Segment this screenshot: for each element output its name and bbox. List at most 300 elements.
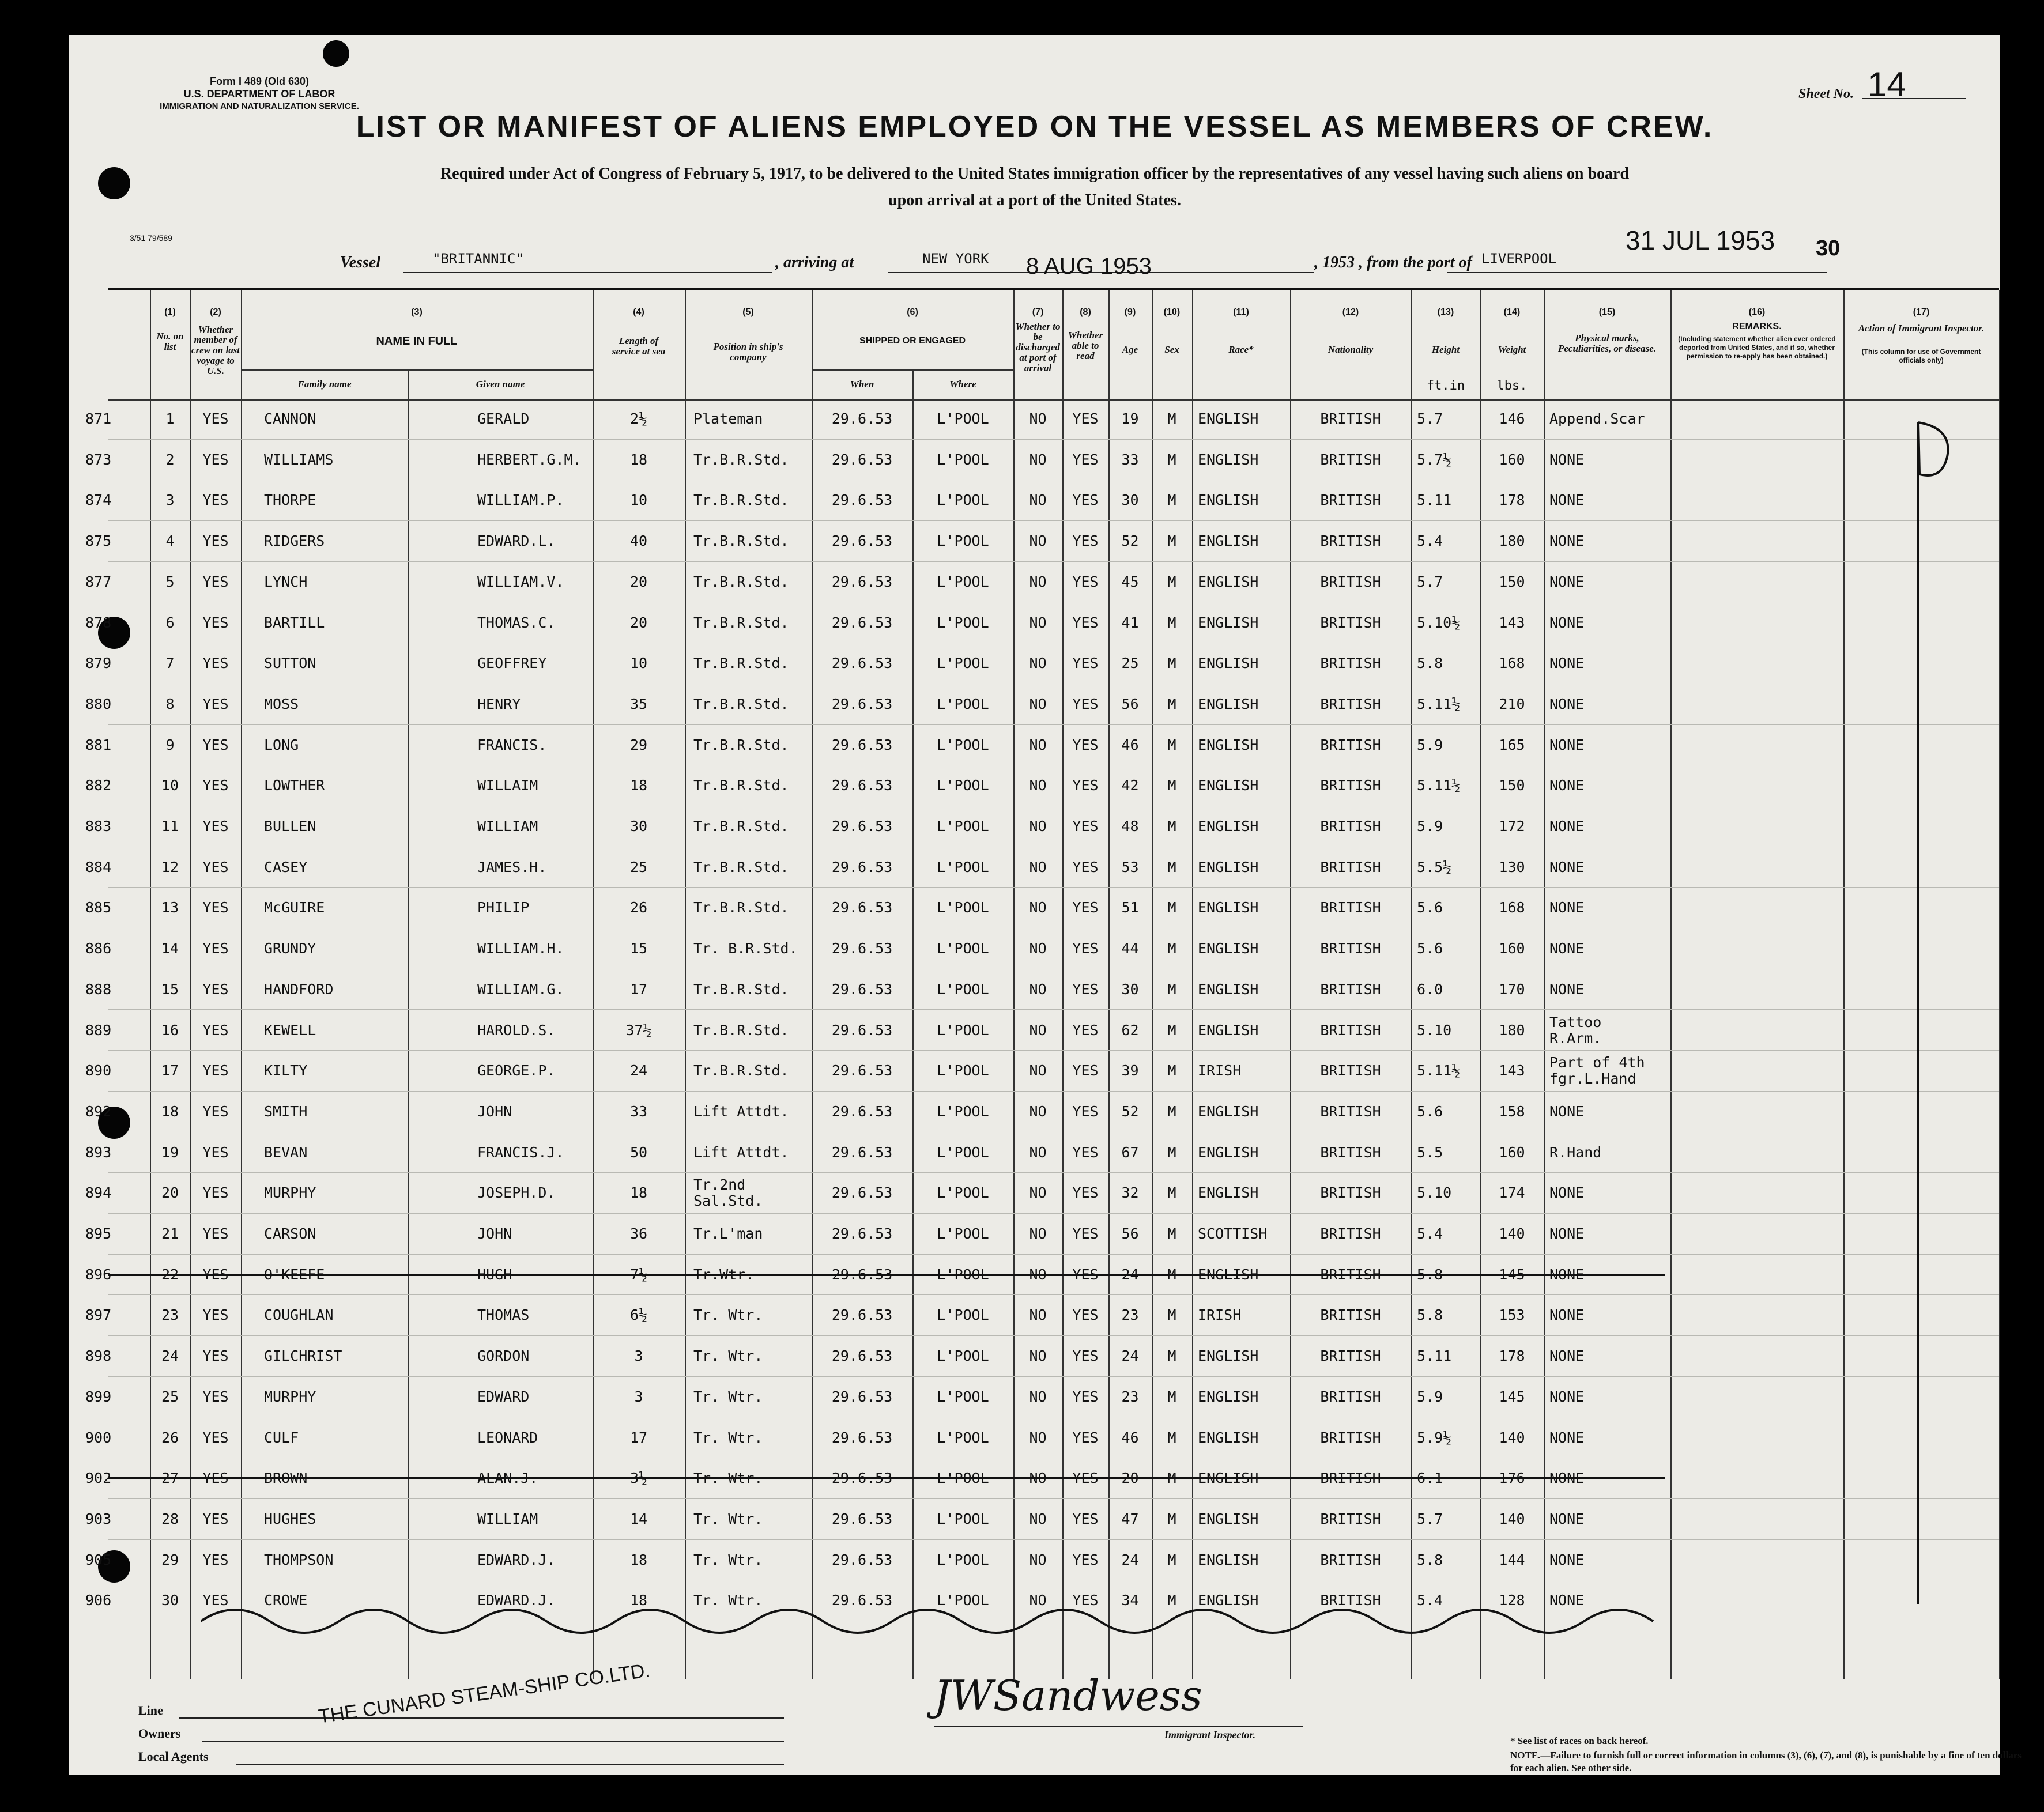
cell-height: 5.11 (1417, 492, 1452, 509)
cell-line: R.Arm. (1549, 1029, 1602, 1047)
cell-weight: 140 (1499, 1225, 1525, 1242)
cell-marks: NONE (1549, 655, 1585, 672)
department: U.S. DEPARTMENT OF LABOR (183, 88, 335, 100)
row-rule (108, 1539, 1999, 1540)
cell-marks: NONE (1549, 451, 1585, 468)
remarks-note: (Including statement whether alien ever ordered deported from United States, and if so, whether permission to re-apply has been obtained.) (1678, 335, 1836, 360)
cell-where: L'POOL (937, 1510, 989, 1527)
cell-when: 29.6.53 (831, 736, 893, 753)
cell-given: WILLIAM.V. (477, 573, 564, 590)
cell-when: 29.6.53 (831, 899, 893, 916)
table-row (85, 726, 1999, 766)
cell-prev: YES (202, 492, 229, 509)
cell-family: BULLEN (264, 818, 316, 835)
cell-prev: YES (202, 451, 229, 468)
cell-disch: NO (1029, 736, 1047, 753)
cell-weight: 140 (1499, 1510, 1525, 1527)
cell-where: L'POOL (937, 573, 989, 590)
cell-nat: BRITISH (1320, 1429, 1381, 1446)
cell-when: 29.6.53 (831, 1429, 893, 1446)
cell-position: Plateman (693, 410, 763, 427)
cell-no: 26 (161, 1429, 179, 1446)
cell-nat: BRITISH (1320, 736, 1381, 753)
cell-where: L'POOL (937, 1388, 989, 1405)
cell-read: YES (1072, 1307, 1099, 1324)
cell-height: 5.8 (1417, 1551, 1443, 1568)
cell-marks: NONE (1549, 1184, 1585, 1202)
cell-weight: 146 (1499, 410, 1525, 427)
table-row (85, 1459, 1999, 1499)
cell-weight: 168 (1499, 899, 1525, 916)
table-row (85, 1337, 1999, 1377)
cell-family: BARTILL (264, 614, 325, 631)
cell-weight: 172 (1499, 818, 1525, 835)
col-head-position: Position in ship's company (713, 341, 783, 363)
agents-underline (236, 1764, 784, 1765)
table-row (85, 1173, 1999, 1214)
cell-no: 2 (165, 451, 175, 468)
cell-no: 13 (161, 899, 179, 916)
cell-service: 2½ (629, 410, 648, 427)
vessel-name: "BRITANNIC" (432, 251, 524, 267)
cell-marks: NONE (1549, 736, 1585, 753)
cell-ref: 905 (85, 1551, 112, 1568)
cell-age: 53 (1121, 858, 1139, 875)
cell-family: LOWTHER (264, 777, 325, 794)
arriving-label: , arriving at (775, 254, 854, 271)
cell-race: IRISH (1198, 1307, 1242, 1324)
cell-nat: BRITISH (1320, 614, 1381, 631)
cell-ref: 888 (85, 980, 112, 998)
col-head-name: NAME IN FULL (376, 335, 458, 348)
cell-race: ENGLISH (1198, 695, 1259, 712)
cell-race: ENGLISH (1198, 1103, 1259, 1120)
form-number: Form I 489 (Old 630) (209, 76, 310, 87)
cell-position: Tr. B.R.Std. (693, 940, 798, 957)
cell-given: EDWARD.J. (477, 1551, 556, 1568)
cell-no: 22 (161, 1266, 179, 1283)
cell-height: 5.9½ (1417, 1429, 1452, 1446)
cell-race: ENGLISH (1198, 573, 1259, 590)
cell-ref: 898 (85, 1347, 112, 1365)
cell-no: 30 (161, 1592, 179, 1609)
table-row (85, 603, 1999, 644)
cell-disch: NO (1029, 1470, 1047, 1487)
vessel-underline (403, 272, 772, 273)
cell-age: 25 (1121, 655, 1139, 672)
col-head-marks: Physical marks, Peculiarities, or disease. (1558, 333, 1656, 354)
cell-weight: 180 (1499, 533, 1525, 550)
owners-underline (202, 1741, 784, 1742)
cell-when: 29.6.53 (831, 533, 893, 550)
cell-nat: BRITISH (1320, 1143, 1381, 1161)
table-row (85, 399, 1999, 440)
cell-height: 5.10½ (1417, 614, 1461, 631)
cell-given: LEONARD (477, 1429, 538, 1446)
vessel-label: Vessel (340, 254, 380, 271)
cell-when: 29.6.53 (831, 1266, 893, 1283)
cell-service: 29 (629, 736, 648, 753)
cell-service: 40 (629, 533, 648, 550)
col-head-nationality: Nationality (1328, 344, 1374, 355)
punch-hole (98, 167, 130, 199)
cell-when: 29.6.53 (831, 492, 893, 509)
cell-marks: R.Hand (1549, 1143, 1602, 1161)
cell-read: YES (1072, 818, 1099, 835)
cell-age: 41 (1121, 614, 1139, 631)
cell-position: Tr.B.R.Std. (693, 980, 789, 998)
cell-sex: M (1167, 1307, 1176, 1324)
cell-age: 47 (1121, 1510, 1139, 1527)
cell-prev: YES (202, 1307, 229, 1324)
cell-position: Lift Attdt. (693, 1103, 789, 1120)
cell-ref: 899 (85, 1388, 112, 1405)
cell-age: 24 (1121, 1266, 1139, 1283)
cell-read: YES (1072, 451, 1099, 468)
cell-disch: NO (1029, 1347, 1047, 1365)
cell-sex: M (1167, 1470, 1176, 1487)
cell-where: L'POOL (937, 1143, 989, 1161)
cell-age: 23 (1121, 1307, 1139, 1324)
cell-family: KEWELL (264, 1021, 316, 1039)
col-num-9: (9) (1124, 307, 1136, 317)
cell-nat: BRITISH (1320, 1551, 1381, 1568)
cell-position: Tr. Wtr. (693, 1307, 763, 1324)
cell-nat: BRITISH (1320, 1388, 1381, 1405)
cell-sex: M (1167, 1062, 1176, 1079)
cell-position: Tr. Wtr. (693, 1347, 763, 1365)
cell-family: RIDGERS (264, 533, 325, 550)
cell-marks: NONE (1549, 614, 1585, 631)
cell-race: ENGLISH (1198, 1266, 1259, 1283)
cell-ref: 871 (85, 410, 112, 427)
cell-when: 29.6.53 (831, 1388, 893, 1405)
cell-age: 46 (1121, 1429, 1139, 1446)
col-num-4: (4) (633, 307, 644, 317)
cell-age: 33 (1121, 451, 1139, 468)
cell-line: Tattoo (1549, 1013, 1602, 1030)
cell-no: 21 (161, 1225, 179, 1242)
cell-nat: BRITISH (1320, 1470, 1381, 1487)
cell-marks: NONE (1549, 980, 1585, 998)
cell-where: L'POOL (937, 858, 989, 875)
cell-prev: YES (202, 940, 229, 957)
cell-read: YES (1072, 695, 1099, 712)
cell-sex: M (1167, 533, 1176, 550)
cell-weight: 170 (1499, 980, 1525, 998)
cell-family: MURPHY (264, 1388, 316, 1405)
cell-family: CROWE (264, 1592, 308, 1609)
cell-where: L'POOL (937, 940, 989, 957)
cell-position: Tr.B.R.Std. (693, 492, 789, 509)
cell-service: 35 (629, 695, 648, 712)
col-num-16: (16) (1748, 307, 1766, 317)
line-label: Line (138, 1703, 163, 1717)
cell-service: 24 (629, 1062, 648, 1079)
table-row (85, 970, 1999, 1010)
cell-service: 18 (629, 1592, 648, 1609)
cell-disch: NO (1029, 1062, 1047, 1079)
cell-no: 3 (165, 492, 175, 509)
cell-where: L'POOL (937, 1103, 989, 1120)
cell-height: 5.4 (1417, 1225, 1443, 1242)
fine-note: NOTE.—Failure to furnish full or correct information in columns (3), (6), (7), and (8), is punishable by a fine of ten dollars for each alien. See other side. (1510, 1750, 2022, 1773)
cell-age: 44 (1121, 940, 1139, 957)
table-row (85, 1051, 1999, 1092)
cell-weight: 143 (1499, 614, 1525, 631)
cell-weight: 145 (1499, 1388, 1525, 1405)
cell-nat: BRITISH (1320, 858, 1381, 875)
cell-position: Tr. Wtr. (693, 1592, 763, 1609)
cell-age: 24 (1121, 1347, 1139, 1365)
cell-prev: YES (202, 655, 229, 672)
cell-read: YES (1072, 492, 1099, 509)
cell-no: 11 (161, 818, 179, 835)
cell-marks (1549, 1055, 1670, 1087)
row-rule (108, 439, 1999, 440)
cell-marks: NONE (1549, 1347, 1585, 1365)
cell-sex: M (1167, 655, 1176, 672)
cell-ref: 894 (85, 1184, 112, 1202)
col-num-6: (6) (907, 307, 918, 317)
table-row (85, 1418, 1999, 1459)
cell-ref: 879 (85, 655, 112, 672)
cell-nat: BRITISH (1320, 533, 1381, 550)
cell-ref: 890 (85, 1062, 112, 1079)
cell-weight: 144 (1499, 1551, 1525, 1568)
cell-position: Tr.B.R.Std. (693, 1021, 789, 1039)
cell-given: THOMAS.C. (477, 614, 556, 631)
cell-no: 27 (161, 1470, 179, 1487)
cell-service: 3½ (629, 1470, 648, 1487)
col-head-age: Age (1122, 344, 1138, 355)
cell-nat: BRITISH (1320, 1510, 1381, 1527)
cell-given: HUGH (477, 1266, 512, 1283)
col-num-11: (11) (1233, 307, 1249, 317)
cell-marks: NONE (1549, 858, 1585, 875)
cell-when: 29.6.53 (831, 695, 893, 712)
cell-disch: NO (1029, 1429, 1047, 1446)
cell-family: CASEY (264, 858, 308, 875)
cell-where: L'POOL (937, 451, 989, 468)
cell-sex: M (1167, 1225, 1176, 1242)
strike-through-line (108, 1274, 1665, 1276)
crew-count: 30 (1816, 236, 1841, 261)
col-head-member: Whether member of crew on last voyage to U.S. (191, 324, 240, 376)
manifest-page (69, 35, 2022, 1775)
rule (812, 369, 1013, 371)
cell-race: ENGLISH (1198, 940, 1259, 957)
col-head-height: Height (1431, 344, 1460, 355)
cell-race: ENGLISH (1198, 492, 1259, 509)
cell-when: 29.6.53 (831, 451, 893, 468)
cell-prev: YES (202, 1103, 229, 1120)
cell-position: Tr.L'man (693, 1225, 763, 1242)
cell-marks (1549, 1014, 1670, 1047)
col-head-read: Whether able to read (1068, 330, 1103, 361)
cell-family: O'KEEFE (264, 1266, 325, 1283)
table-row (85, 1255, 1999, 1296)
cell-nat: BRITISH (1320, 1225, 1381, 1242)
cell-no: 4 (165, 533, 175, 550)
cell-family: THORPE (264, 492, 316, 509)
cell-age: 30 (1121, 492, 1139, 509)
cell-weight: 174 (1499, 1184, 1525, 1202)
cell-disch: NO (1029, 1266, 1047, 1283)
sheet-underline (1862, 98, 1966, 99)
cell-age: 34 (1121, 1592, 1139, 1609)
cell-when: 29.6.53 (831, 1347, 893, 1365)
cell-read: YES (1072, 1021, 1099, 1039)
cell-position: Tr. Wtr. (693, 1470, 763, 1487)
cell-prev: YES (202, 1592, 229, 1609)
cell-ref: 906 (85, 1592, 112, 1609)
row-rule (108, 1335, 1999, 1336)
cell-ref: 884 (85, 858, 112, 875)
table-row (85, 685, 1999, 725)
cell-family: LYNCH (264, 573, 308, 590)
cell-disch: NO (1029, 858, 1047, 875)
cell-sex: M (1167, 614, 1176, 631)
cell-prev: YES (202, 1266, 229, 1283)
signature: JWSandwess (934, 1671, 1202, 1720)
cell-sex: M (1167, 1143, 1176, 1161)
cell-position: Tr. Wtr. (693, 1551, 763, 1568)
cell-prev: YES (202, 1225, 229, 1242)
cell-age: 67 (1121, 1143, 1139, 1161)
cell-given: GERALD (477, 410, 530, 427)
cell-disch: NO (1029, 1143, 1047, 1161)
table-row (85, 522, 1999, 562)
table-row (85, 481, 1999, 521)
cell-ref: 889 (85, 1021, 112, 1039)
cell-read: YES (1072, 1143, 1099, 1161)
cell-family: HANDFORD (264, 980, 334, 998)
cell-prev: YES (202, 1062, 229, 1079)
weight-unit: lbs. (1496, 379, 1528, 393)
col-num-17: (17) (1913, 307, 1930, 317)
rule (241, 369, 593, 371)
cell-race: ENGLISH (1198, 614, 1259, 631)
cell-given: WILLAIM (477, 777, 538, 794)
cell-when: 29.6.53 (831, 410, 893, 427)
cell-given: EDWARD.J. (477, 1592, 556, 1609)
cell-read: YES (1072, 533, 1099, 550)
cell-given: JOHN (477, 1225, 512, 1242)
cell-given: HAROLD.S. (477, 1021, 556, 1039)
cell-race: SCOTTISH (1198, 1225, 1268, 1242)
table-row (85, 644, 1999, 684)
cell-position: Tr.B.R.Std. (693, 899, 789, 916)
cell-disch: NO (1029, 899, 1047, 916)
cell-no: 15 (161, 980, 179, 998)
table-row (85, 563, 1999, 603)
cell-where: L'POOL (937, 980, 989, 998)
cell-ref: 893 (85, 1143, 112, 1161)
cell-family: CARSON (264, 1225, 316, 1242)
cell-read: YES (1072, 736, 1099, 753)
cell-read: YES (1072, 1225, 1099, 1242)
cell-prev: YES (202, 777, 229, 794)
cell-sex: M (1167, 940, 1176, 957)
table-row (85, 1377, 1999, 1418)
cell-read: YES (1072, 980, 1099, 998)
cell-ref: 878 (85, 614, 112, 631)
col-head-where: Where (949, 379, 976, 390)
cell-given: JOSEPH.D. (477, 1184, 556, 1202)
cell-no: 18 (161, 1103, 179, 1120)
cell-age: 56 (1121, 1225, 1139, 1242)
cell-disch: NO (1029, 492, 1047, 509)
row-rule (108, 1376, 1999, 1377)
cell-no: 14 (161, 940, 179, 957)
table-row (85, 1296, 1999, 1336)
cell-ref: 892 (85, 1103, 112, 1120)
cell-read: YES (1072, 858, 1099, 875)
cell-no: 9 (165, 736, 175, 753)
cell-read: YES (1072, 1388, 1099, 1405)
inspector-label: Immigrant Inspector. (1164, 1729, 1256, 1741)
cell-height: 5.6 (1417, 899, 1443, 916)
subtitle-line-2: upon arrival at a port of the United States. (888, 191, 1181, 209)
form-reference: 3/51 79/589 (130, 233, 172, 243)
cell-height: 5.4 (1417, 533, 1443, 550)
cell-race: ENGLISH (1198, 1592, 1259, 1609)
cell-height: 5.11½ (1417, 1062, 1461, 1079)
cell-no: 20 (161, 1184, 179, 1202)
cell-age: 56 (1121, 695, 1139, 712)
cell-marks: NONE (1549, 1266, 1585, 1283)
cell-where: L'POOL (937, 1184, 989, 1202)
cell-age: 23 (1121, 1388, 1139, 1405)
cell-weight: 165 (1499, 736, 1525, 753)
cell-when: 29.6.53 (831, 1062, 893, 1079)
cell-marks: NONE (1549, 573, 1585, 590)
col-head-remarks: REMARKS. (1732, 322, 1782, 331)
cell-nat: BRITISH (1320, 573, 1381, 590)
cell-height: 5.10 (1417, 1021, 1452, 1039)
cell-disch: NO (1029, 410, 1047, 427)
cell-read: YES (1072, 899, 1099, 916)
cell-sex: M (1167, 1266, 1176, 1283)
cell-no: 17 (161, 1062, 179, 1079)
cell-weight: 150 (1499, 573, 1525, 590)
row-rule (108, 724, 1999, 725)
cell-ref: 895 (85, 1225, 112, 1242)
cell-disch: NO (1029, 980, 1047, 998)
agents-label: Local Agents (138, 1749, 209, 1764)
cell-disch: NO (1029, 940, 1047, 957)
cell-position: Tr. Wtr. (693, 1388, 763, 1405)
table-row (85, 929, 1999, 969)
cell-marks: NONE (1549, 1307, 1585, 1324)
cell-prev: YES (202, 614, 229, 631)
cell-read: YES (1072, 1510, 1099, 1527)
cell-marks: NONE (1549, 533, 1585, 550)
cell-height: 5.7 (1417, 410, 1443, 427)
cell-when: 29.6.53 (831, 1103, 893, 1120)
cell-given: EDWARD (477, 1388, 530, 1405)
cell-height: 5.9 (1417, 736, 1443, 753)
cell-height: 5.7 (1417, 573, 1443, 590)
col-head-family: Family name (297, 379, 352, 390)
cell-family: GRUNDY (264, 940, 316, 957)
cell-sex: M (1167, 492, 1176, 509)
height-unit: ft.in (1426, 379, 1465, 393)
cell-height: 6.0 (1417, 980, 1443, 998)
row-rule (108, 1213, 1999, 1214)
cell-no: 23 (161, 1307, 179, 1324)
